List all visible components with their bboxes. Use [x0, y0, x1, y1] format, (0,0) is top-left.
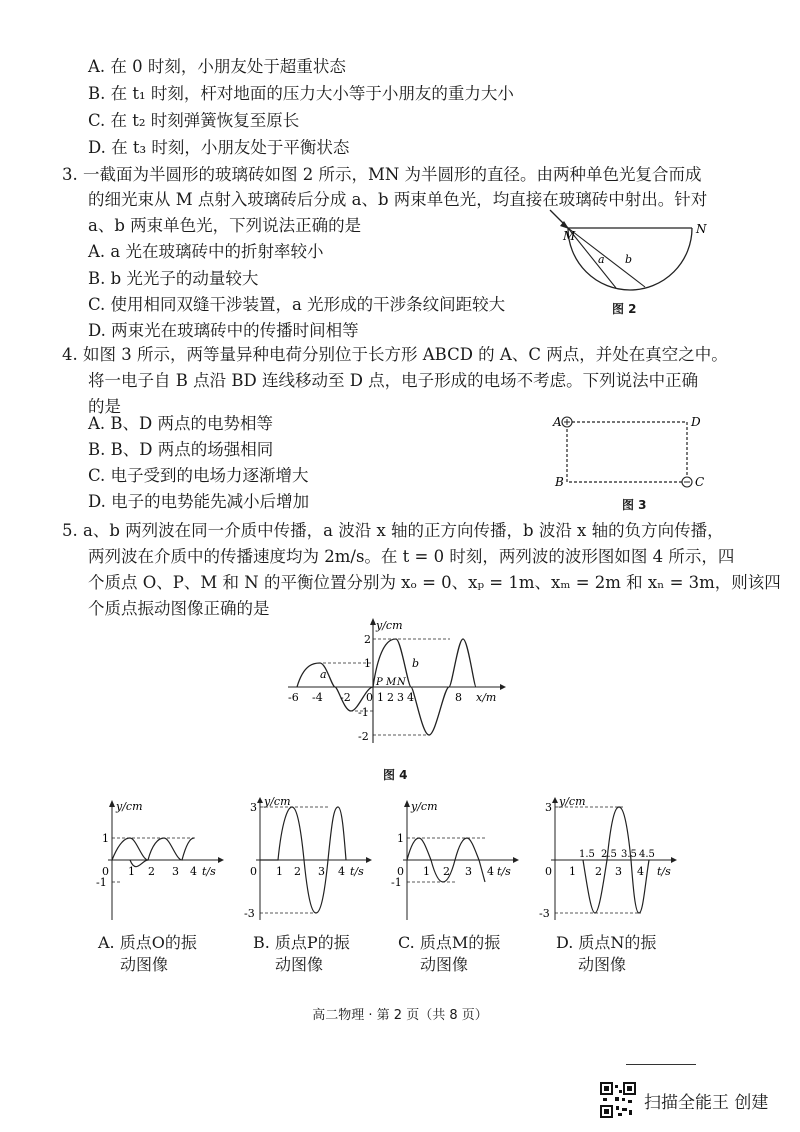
fig3-label-b: B — [555, 475, 564, 489]
choice-b-graph — [238, 795, 378, 925]
fig4-xtick-4: 4 — [407, 691, 414, 704]
choice-a-t2: 2 — [148, 865, 155, 878]
choice-d-t1-5: 1.5 — [579, 849, 595, 860]
choice-c-y-label: y/cm — [411, 800, 438, 813]
fig4-ytick-neg1: -1 — [358, 706, 369, 719]
choice-d-label-2: 动图像 — [578, 955, 627, 974]
figure-2-caption: 图 2 — [612, 302, 637, 316]
fig4-xtick-0: 0 — [366, 691, 373, 704]
q3-stem-1: 3. 一截面为半圆形的玻璃砖如图 2 所示，MN 为半圆形的直径。由两种单色光复合而成 — [62, 165, 702, 184]
fig4-point-n: N — [397, 677, 406, 688]
q4-stem-3: 的是 — [88, 397, 121, 416]
choice-a-graph — [90, 795, 230, 925]
fig4-x-label: x/m — [476, 691, 497, 704]
choice-b-t3: 3 — [318, 865, 325, 878]
choice-a-y-label: y/cm — [116, 800, 143, 813]
q4-stem-1: 4. 如图 3 所示，两等量异种电荷分别位于长方形 ABCD 的 A、C 两点，并处在真空之中。 — [62, 345, 728, 364]
fig4-ytick-neg2: -2 — [358, 730, 369, 743]
q3-option-a: A. a 光在玻璃砖中的折射率较小 — [88, 242, 324, 261]
fig4-xtick-8: 8 — [455, 691, 462, 704]
q4-stem-2: 将一电子自 B 点沿 BD 连线移动至 D 点，电子形成的电场不考虑。下列说法中正确 — [88, 371, 699, 390]
choice-c-t4: 4 — [487, 865, 494, 878]
q2-option-a: A. 在 0 时刻，小朋友处于超重状态 — [88, 57, 346, 76]
fig4-wave-a-label: a — [320, 668, 327, 681]
q4-option-d: D. 电子的电势能先减小后增加 — [88, 492, 310, 511]
q2-option-b: B. 在 t₁ 时刻，杆对地面的压力大小等于小朋友的重力大小 — [88, 84, 514, 103]
choice-c-amp: 1 — [397, 832, 404, 845]
choice-a-t-label: t/s — [202, 865, 216, 878]
choice-a-label-1: A. 质点O的振 — [98, 933, 197, 952]
q3-option-b: B. b 光光子的动量较大 — [88, 269, 259, 288]
figure-3-caption: 图 3 — [622, 498, 647, 512]
choice-c-t1: 1 — [423, 865, 430, 878]
choice-c-label-2: 动图像 — [420, 955, 469, 974]
choice-d-t-label: t/s — [657, 865, 671, 878]
figure-4-caption: 图 4 — [383, 768, 408, 782]
choice-a-t1: 1 — [128, 865, 135, 878]
q5-stem-2: 两列波在介质中的传播速度均为 2m/s。在 t = 0 时刻，两列波的波形图如图 4 所示，四 — [88, 547, 735, 566]
q4-option-a: A. B、D 两点的电势相等 — [88, 414, 274, 433]
fig4-xtick-neg6: -6 — [288, 691, 299, 704]
choice-d-neg: -3 — [539, 907, 550, 920]
fig2-label-m: M — [563, 229, 576, 243]
choice-d-t4: 4 — [637, 865, 644, 878]
figure-3-rectangle — [545, 410, 715, 490]
choice-b-label-2: 动图像 — [275, 955, 324, 974]
q2-option-d: D. 在 t₃ 时刻，小朋友处于平衡状态 — [88, 138, 350, 157]
q5-stem-1: 5. a、b 两列波在同一介质中传播，a 波沿 x 轴的正方向传播，b 波沿 x 轴的负方向传播， — [62, 521, 724, 540]
q3-option-c: C. 使用相同双缝干涉装置，a 光形成的干涉条纹间距较大 — [88, 295, 506, 314]
choice-b-t4: 4 — [338, 865, 345, 878]
fig4-y-label: y/cm — [376, 619, 403, 632]
choice-c-t2: 2 — [443, 865, 450, 878]
q4-option-c: C. 电子受到的电场力逐渐增大 — [88, 466, 309, 485]
choice-a-neg: -1 — [96, 876, 107, 889]
choice-d-t3-5: 3.5 — [621, 849, 637, 860]
choice-d-label-1: D. 质点N的振 — [556, 933, 657, 952]
fig4-xtick-neg4: -4 — [312, 691, 323, 704]
qr-code-icon — [600, 1082, 636, 1118]
choice-b-label-1: B. 质点P的振 — [253, 933, 350, 952]
choice-d-t0: 0 — [545, 865, 552, 878]
choice-a-t3: 3 — [172, 865, 179, 878]
choice-d-t4-5: 4.5 — [639, 849, 655, 860]
fig4-xtick-3: 3 — [397, 691, 404, 704]
choice-d-y-label: y/cm — [559, 795, 586, 808]
choice-c-label-1: C. 质点M的振 — [398, 933, 501, 952]
fig4-xtick-2: 2 — [387, 691, 394, 704]
watermark-text: 扫描全能王 创建 — [644, 1093, 769, 1113]
choice-c-neg: -1 — [391, 876, 402, 889]
choice-d-graph — [533, 795, 683, 925]
choice-c-t3: 3 — [465, 865, 472, 878]
fig4-xtick-neg2: -2 — [340, 691, 351, 704]
fig4-wave-b-label: b — [412, 657, 420, 670]
choice-b-y-label: y/cm — [264, 795, 291, 808]
fig4-ytick-1: 1 — [364, 657, 371, 670]
choice-c-graph — [385, 795, 525, 925]
choice-a-t0: 0 — [102, 865, 109, 878]
choice-b-t1: 1 — [276, 865, 283, 878]
choice-d-t2-5: 2.5 — [601, 849, 617, 860]
figure-4-wave-graph — [280, 615, 520, 750]
fig4-xtick-1: 1 — [377, 691, 384, 704]
fig3-label-a: A — [553, 415, 562, 429]
q4-option-b: B. B、D 两点的场强相同 — [88, 440, 274, 459]
page-footer: 高二物理 · 第 2 页（共 8 页） — [312, 1008, 488, 1023]
choice-a-label-2: 动图像 — [120, 955, 169, 974]
fig2-label-a: a — [598, 253, 605, 266]
bottom-divider — [626, 1064, 696, 1065]
q5-stem-3: 个质点 O、P、M 和 N 的平衡位置分别为 xₒ = 0、xₚ = 1m、xₘ = 2m 和 xₙ = 3m，则该四 — [88, 573, 781, 592]
q3-stem-2: 的细光束从 M 点射入玻璃砖后分成 a、b 两束单色光，均直接在玻璃砖中射出。针对 — [88, 190, 708, 209]
choice-d-t1: 1 — [569, 865, 576, 878]
q3-option-d: D. 两束光在玻璃砖中的传播时间相等 — [88, 321, 359, 340]
fig3-label-c: C — [695, 475, 705, 489]
fig4-point-p: P — [376, 677, 383, 688]
fig3-label-d: D — [691, 415, 701, 429]
fig4-ytick-2: 2 — [364, 633, 371, 646]
choice-b-amp: 3 — [250, 801, 257, 814]
choice-c-t0: 0 — [397, 865, 404, 878]
choice-b-t0: 0 — [250, 865, 257, 878]
choice-a-t4: 4 — [190, 865, 197, 878]
choice-d-t2: 2 — [595, 865, 602, 878]
choice-b-t-label: t/s — [350, 865, 364, 878]
choice-a-amp: 1 — [102, 832, 109, 845]
choice-d-t3: 3 — [615, 865, 622, 878]
choice-b-t2: 2 — [294, 865, 301, 878]
q5-stem-4: 个质点振动图像正确的是 — [88, 599, 270, 618]
choice-b-neg: -3 — [244, 907, 255, 920]
choice-d-amp: 3 — [545, 801, 552, 814]
fig2-label-b: b — [625, 253, 633, 266]
fig2-label-n: N — [696, 222, 707, 236]
q2-option-c: C. 在 t₂ 时刻弹簧恢复至原长 — [88, 111, 300, 130]
q3-stem-3: a、b 两束单色光，下列说法正确的是 — [88, 216, 362, 235]
fig4-point-m: M — [386, 677, 397, 688]
choice-c-t-label: t/s — [497, 865, 511, 878]
